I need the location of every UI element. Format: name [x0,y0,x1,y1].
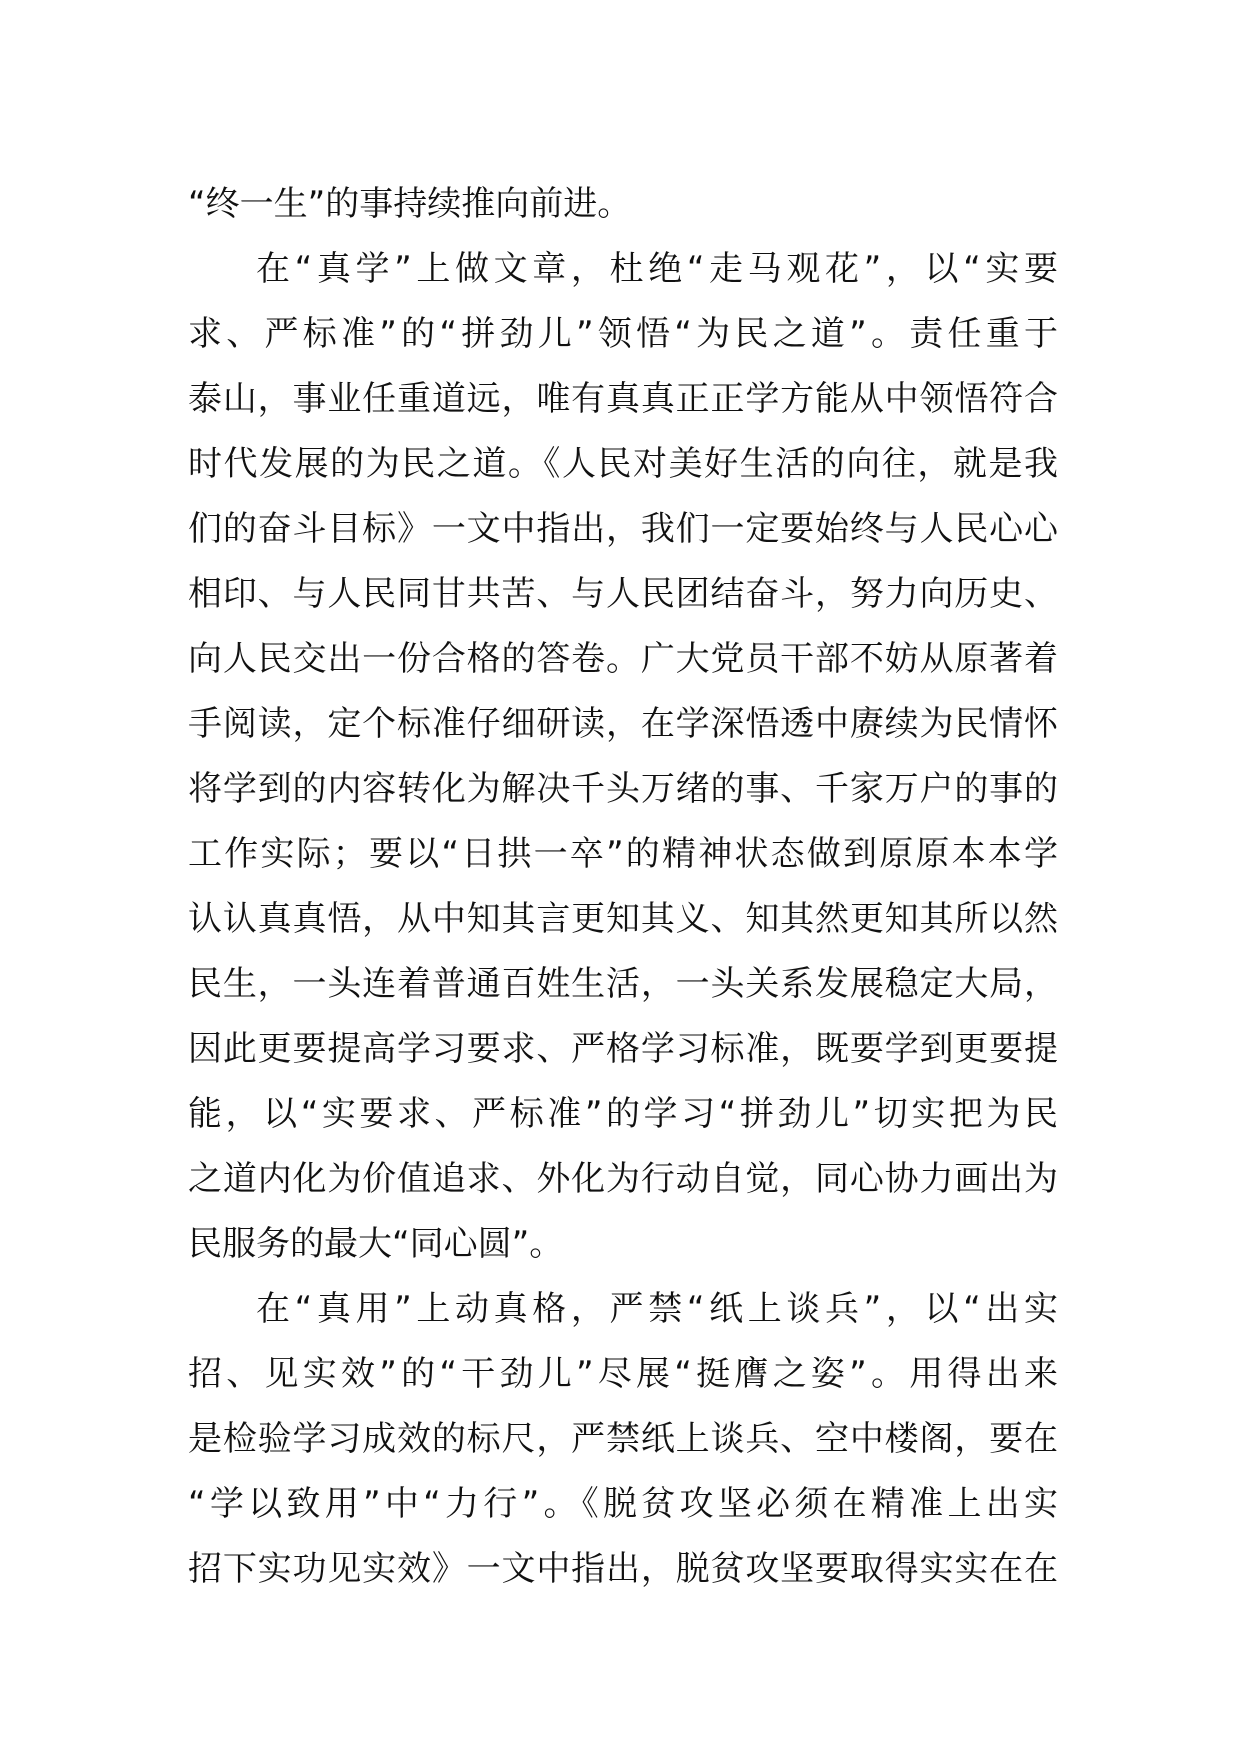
text-line: 民服务的最大“同心圆”。 [188,1224,564,1264]
text-line: 们的奋斗目标》一文中指出，我们一定要始终与人民心心 [188,509,1058,549]
text-line: 能，以“实要求、严标准”的学习“拼劲儿”切实把为民 [188,1094,1058,1134]
text-line: 手阅读，定个标准仔细研读，在学深悟透中赓续为民情怀 [188,704,1058,744]
text-line: 在“真学”上做文章，杜绝“走马观花”，以“实要 [256,249,1058,289]
text-line: 招下实功见实效》一文中指出，脱贫攻坚要取得实实在在 [188,1549,1058,1589]
text-line: 民生，一头连着普通百姓生活，一头关系发展稳定大局， [188,964,1058,1004]
text-line: 是检验学习成效的标尺，严禁纸上谈兵、空中楼阁，要在 [188,1419,1058,1459]
text-line: 泰山，事业任重道远，唯有真真正正学方能从中领悟符合 [188,379,1058,419]
text-line: 相印、与人民同甘共苦、与人民团结奋斗，努力向历史、 [188,574,1058,614]
text-line: 工作实际；要以“日拱一卒”的精神状态做到原原本本学 [188,834,1058,874]
document-body [188,172,1058,1602]
text-line: 在“真用”上动真格，严禁“纸上谈兵”，以“出实 [256,1289,1058,1329]
text-line: 时代发展的为民之道。《人民对美好生活的向往，就是我 [188,444,1058,484]
text-line: 认认真真悟，从中知其言更知其义、知其然更知其所以然 [188,899,1058,939]
text-line: “终一生”的事持续推向前进。 [188,184,632,224]
text-line: 向人民交出一份合格的答卷。广大党员干部不妨从原著着 [188,639,1058,679]
text-line: 之道内化为价值追求、外化为行动自觉，同心协力画出为 [188,1159,1058,1199]
text-line: “学以致用”中“力行”。《脱贫攻坚必须在精准上出实 [188,1484,1058,1524]
text-line: 求、严标准”的“拼劲儿”领悟“为民之道”。责任重于 [188,314,1058,354]
text-line: 因此更要提高学习要求、严格学习标准，既要学到更要提 [188,1029,1058,1069]
text-line: 招、见实效”的“干劲儿”尽展“挺膺之姿”。用得出来 [188,1354,1058,1394]
text-line: 将学到的内容转化为解决千头万绪的事、千家万户的事的 [188,769,1058,809]
